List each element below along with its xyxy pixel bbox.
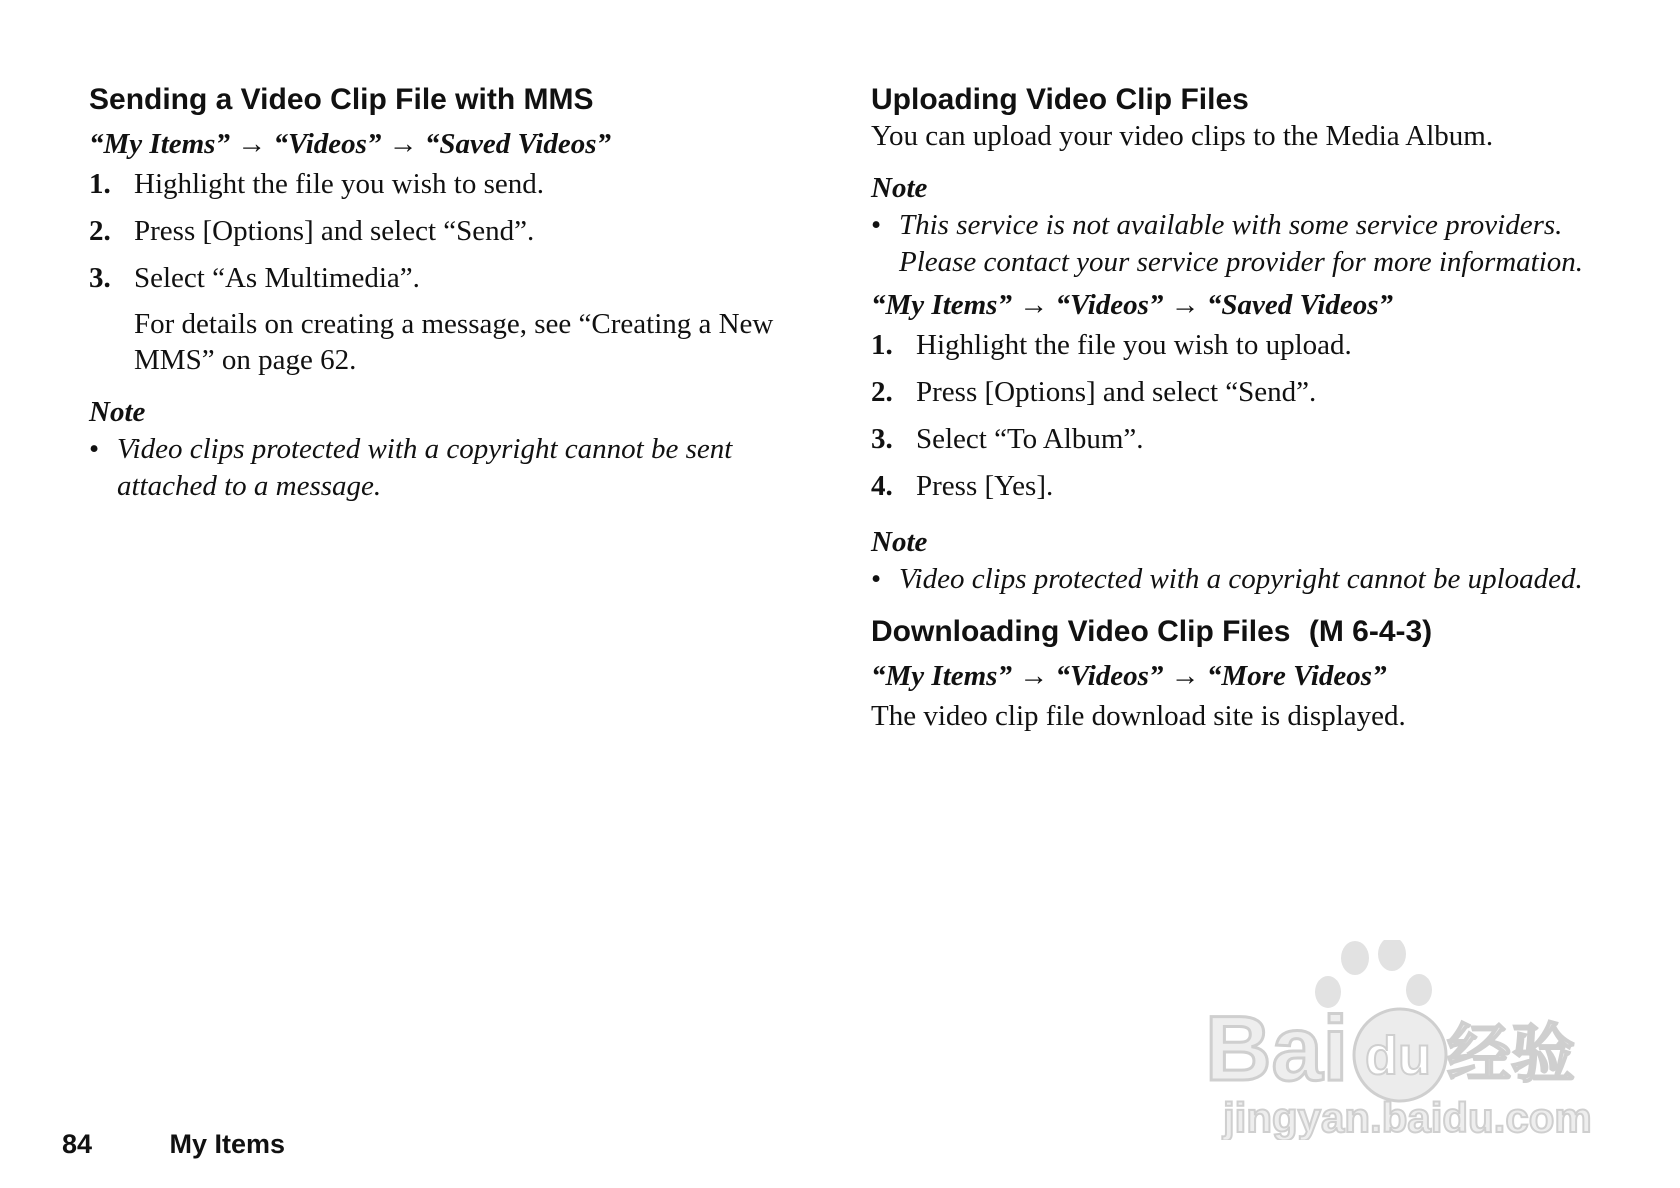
- note-item: [871, 561, 1591, 598]
- svg-text:Bai: Bai: [1205, 998, 1349, 1100]
- baidu-watermark: [1195, 940, 1615, 1140]
- step-number: 4.: [871, 470, 893, 502]
- step-number: 2.: [871, 376, 893, 408]
- watermark-url: jingyan.baidu.com: [1223, 1094, 1592, 1140]
- baidu-paw-icon: [1195, 940, 1615, 1140]
- svg-text:经验: 经验: [1447, 1018, 1575, 1092]
- bullet-icon: •: [871, 209, 882, 241]
- step-text: Highlight the file you wish to upload.: [916, 329, 1352, 361]
- step-number: 1.: [871, 329, 893, 361]
- body-text: The video clip file download site is displayed.: [871, 700, 1406, 732]
- steps-list: [89, 166, 809, 296]
- step-number: 2.: [89, 215, 111, 247]
- note-text: This service is not available with some service providers. Please contact your service provider for more information.: [899, 209, 1584, 278]
- page-footer: [62, 1128, 285, 1160]
- step-text: Highlight the file you wish to send.: [134, 168, 544, 200]
- menu-path: “My Items” → “Videos” → “Saved Videos”: [871, 289, 1393, 321]
- menu-path: “My Items” → “Videos” → “Saved Videos”: [89, 128, 611, 160]
- footer-section-title: My Items: [169, 1129, 286, 1159]
- right-column: [871, 82, 1591, 734]
- note-text: Video clips protected with a copyright cannot be sent attached to a message.: [117, 433, 733, 502]
- bullet-icon: •: [871, 563, 882, 595]
- step-item: [871, 421, 1591, 457]
- step-text: Press [Options] and select “Send”.: [916, 376, 1317, 408]
- step-number: 3.: [89, 262, 111, 294]
- step-item: [871, 327, 1591, 363]
- step-text: Press [Options] and select “Send”.: [134, 215, 535, 247]
- menu-path: “My Items” → “Videos” → “More Videos”: [871, 660, 1387, 692]
- left-column: [89, 82, 809, 505]
- bullet-icon: •: [89, 433, 100, 465]
- section-heading-downloading: [871, 614, 1591, 650]
- step-item: [871, 374, 1591, 410]
- intro-text: You can upload your video clips to the Media Album.: [871, 120, 1494, 152]
- step-item: [89, 166, 809, 202]
- step-number: 3.: [871, 423, 893, 455]
- menu-code: (M 6-4-3): [1308, 615, 1433, 648]
- heading-text: Downloading Video Clip Files: [871, 615, 1291, 648]
- note-label: Note: [871, 526, 928, 558]
- section-heading-sending: Sending a Video Clip File with MMS: [89, 83, 594, 116]
- note-text: Video clips protected with a copyright cannot be uploaded.: [899, 563, 1583, 595]
- section-heading-uploading: Uploading Video Clip Files: [871, 83, 1249, 116]
- step-item: [89, 213, 809, 249]
- steps-list: [871, 327, 1591, 504]
- step-text: Select “To Album”.: [916, 423, 1144, 455]
- step-item: [871, 468, 1591, 504]
- step-text: Select “As Multimedia”.: [134, 262, 420, 294]
- note-item: [871, 207, 1591, 281]
- note-label: Note: [871, 172, 928, 204]
- note-item: [89, 431, 809, 505]
- page-number: 84: [62, 1129, 93, 1159]
- step-number: 1.: [89, 168, 111, 200]
- note-label: Note: [89, 396, 146, 428]
- step-item: [89, 260, 809, 296]
- step-text: Press [Yes].: [916, 470, 1054, 502]
- svg-text:du: du: [1365, 1026, 1431, 1086]
- step-detail: For details on creating a message, see “Creating a New MMS” on page 62.: [134, 308, 774, 376]
